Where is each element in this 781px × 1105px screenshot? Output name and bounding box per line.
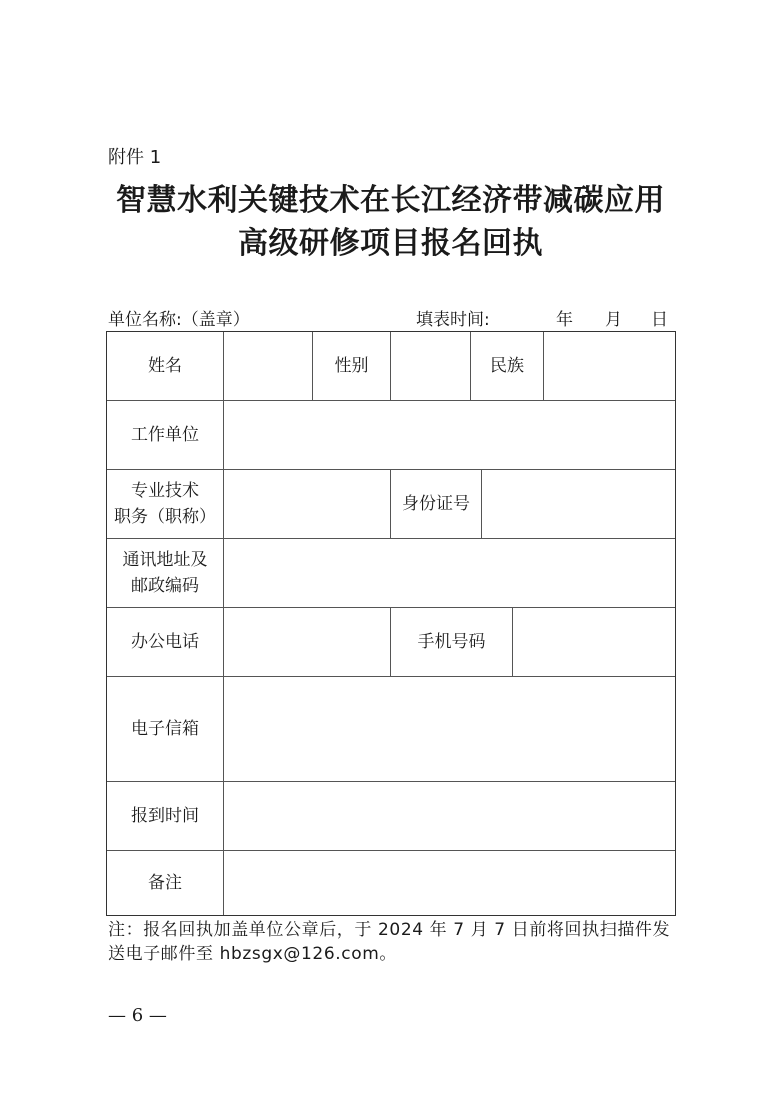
ethnicity-field[interactable] [544,332,675,401]
unit-name-label: 单位名称:（盖章） [108,310,250,330]
gender-field[interactable] [391,332,471,401]
page-number: — 6 — [108,1005,167,1026]
professional-title-line1: 专业技术 [131,481,199,501]
report-time-field[interactable] [224,782,675,851]
address-line2: 邮政编码 [131,576,199,596]
address-field[interactable] [224,539,675,608]
office-phone-field[interactable] [224,608,391,677]
address-label [107,539,224,608]
email-field[interactable] [224,677,675,782]
id-number-field[interactable] [482,470,675,539]
gender-label: 性别 [313,332,391,401]
address-line1: 通讯地址及 [122,550,208,570]
work-unit-label: 工作单位 [107,401,224,470]
document-title-line2: 高级研修项目报名回执 [238,226,543,261]
id-number-label: 身份证号 [391,470,482,539]
document-title-line1: 智慧水利关键技术在长江经济带减碳应用 [116,183,665,218]
year-label: 年 [556,310,573,330]
name-field[interactable] [224,332,313,401]
work-unit-field[interactable] [224,401,675,470]
remarks-field[interactable] [224,851,675,915]
fill-time-label: 填表时间: [416,310,490,330]
month-label: 月 [605,310,622,330]
registration-form-table [106,331,676,916]
remarks-label: 备注 [107,851,224,915]
note-line2: 送电子邮件至 hbzsgx@126.com。 [108,944,397,964]
ethnicity-label: 民族 [471,332,544,401]
name-label: 姓名 [107,332,224,401]
note-line1: 注：报名回执加盖单位公章后，于 2024 年 7 月 7 日前将回执扫描件发 [108,920,671,940]
professional-title-line2: 职务（职称） [114,507,216,527]
office-phone-label: 办公电话 [107,608,224,677]
day-label: 日 [651,310,668,330]
mobile-field[interactable] [513,608,675,677]
professional-title-label [107,470,224,539]
submission-note [108,918,678,966]
report-time-label: 报到时间 [107,782,224,851]
email-label: 电子信箱 [107,677,224,782]
attachment-label: 附件 1 [108,147,162,168]
mobile-label: 手机号码 [391,608,513,677]
professional-title-field[interactable] [224,470,391,539]
